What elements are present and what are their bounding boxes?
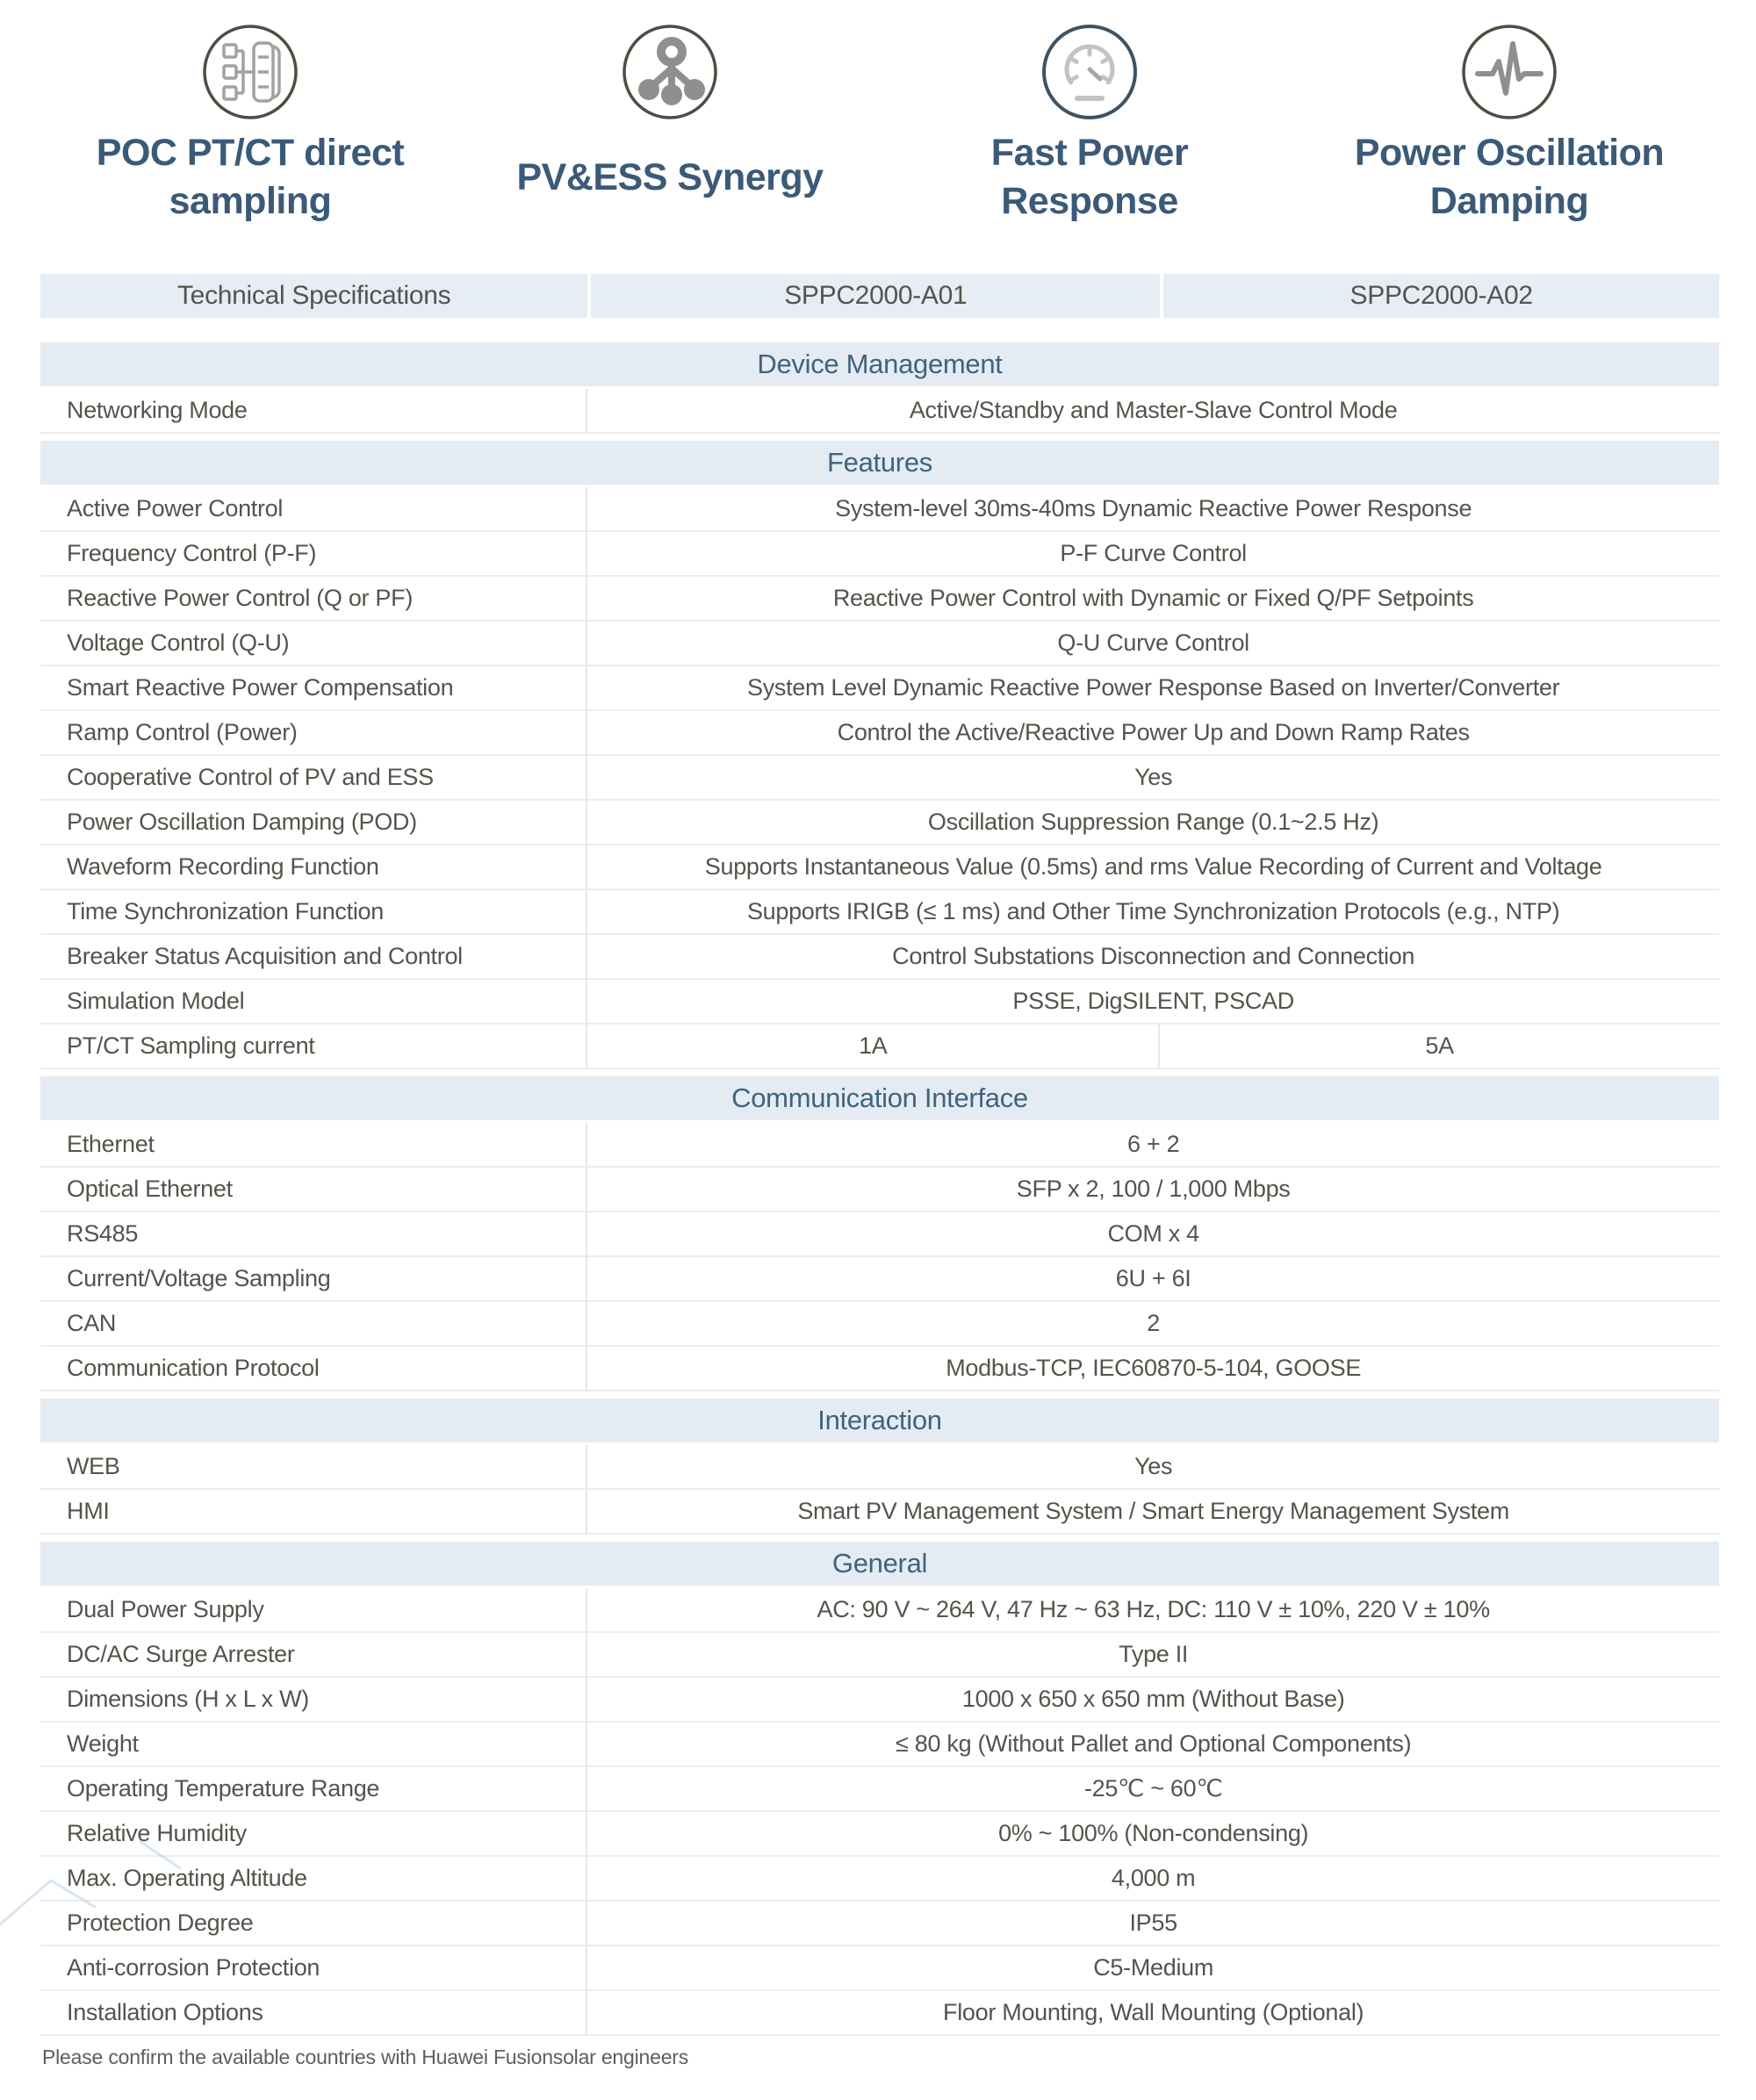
feature-label: PV&ESS Synergy bbox=[516, 155, 824, 198]
spec-row bbox=[40, 389, 1719, 434]
feature-label: Fast Power Response bbox=[990, 132, 1189, 222]
spec-label: Networking Mode bbox=[40, 389, 587, 432]
spec-label: CAN bbox=[40, 1302, 587, 1345]
spec-label: Operating Temperature Range bbox=[40, 1767, 587, 1810]
spec-row bbox=[40, 890, 1719, 935]
spec-label: Communication Protocol bbox=[40, 1347, 587, 1390]
spec-row bbox=[40, 935, 1719, 980]
spec-row bbox=[40, 1490, 1719, 1535]
spec-value-a01: 1A bbox=[587, 1025, 1160, 1068]
spec-value: ≤ 80 kg (Without Pallet and Optional Components) bbox=[896, 1730, 1412, 1757]
spec-value-a02: 5A bbox=[1425, 1032, 1454, 1059]
spec-label: Simulation Model bbox=[40, 980, 587, 1023]
spec-label: Max. Operating Altitude bbox=[40, 1857, 587, 1900]
feature-label-box bbox=[61, 121, 439, 234]
spec-label: Optical Ethernet bbox=[40, 1168, 587, 1211]
spec-row bbox=[40, 801, 1719, 845]
spec-label: Weight bbox=[40, 1722, 587, 1766]
spec-label: HMI bbox=[40, 1490, 587, 1533]
spec-value: Modbus-TCP, IEC60870-5-104, GOOSE bbox=[946, 1355, 1362, 1381]
spec-row bbox=[40, 1257, 1719, 1302]
feature-power-oscillation-damping bbox=[1299, 23, 1719, 234]
spec-row bbox=[40, 1991, 1719, 2036]
feature-label-box bbox=[516, 121, 823, 234]
feature-label: Power Oscillation Damping bbox=[1354, 132, 1665, 222]
spec-label: Frequency Control (P-F) bbox=[40, 532, 587, 575]
spec-row bbox=[40, 845, 1719, 890]
spec-row bbox=[40, 666, 1719, 711]
poc-pt-ct-direct-sampling-icon bbox=[201, 23, 299, 121]
spec-row bbox=[40, 1902, 1719, 1946]
spec-value: PSSE, DigSILENT, PSCAD bbox=[1012, 988, 1294, 1014]
section-header-interaction: Interaction bbox=[40, 1399, 1719, 1442]
spec-row bbox=[40, 1767, 1719, 1812]
spec-row-split bbox=[40, 1025, 1719, 1069]
spec-value: Oscillation Suppression Range (0.1~2.5 Hz) bbox=[927, 809, 1379, 835]
feature-label-box bbox=[901, 121, 1278, 234]
spec-value: Control the Active/Reactive Power Up and Down Ramp Rates bbox=[837, 719, 1470, 745]
fast-power-response-gauge-icon bbox=[1040, 23, 1139, 121]
spec-label: Dual Power Supply bbox=[40, 1588, 587, 1631]
header-model-a01: SPPC2000-A01 bbox=[587, 274, 1160, 318]
spec-value: Control Substations Disconnection and Connection bbox=[892, 943, 1415, 969]
spec-label: Power Oscillation Damping (POD) bbox=[40, 801, 587, 844]
spec-value: 2 bbox=[1147, 1310, 1160, 1336]
spec-row bbox=[40, 577, 1719, 622]
spec-label: Cooperative Control of PV and ESS bbox=[40, 756, 587, 799]
spec-label: Waveform Recording Function bbox=[40, 845, 587, 888]
spec-label: DC/AC Surge Arrester bbox=[40, 1633, 587, 1676]
footnote: Please confirm the available countries with Huawei Fusionsolar engineers bbox=[42, 2046, 689, 2068]
power-oscillation-damping-icon bbox=[1460, 23, 1558, 121]
spec-row bbox=[40, 622, 1719, 666]
spec-row bbox=[40, 1123, 1719, 1168]
spec-row bbox=[40, 756, 1719, 801]
section-header-features: Features bbox=[40, 441, 1719, 485]
feature-pv-ess-synergy bbox=[460, 23, 880, 234]
spec-label: Reactive Power Control (Q or PF) bbox=[40, 577, 587, 620]
header-model-a02: SPPC2000-A02 bbox=[1160, 274, 1719, 318]
section-header-general: General bbox=[40, 1542, 1719, 1586]
spec-row bbox=[40, 1168, 1719, 1212]
spec-value: SFP x 2, 100 / 1,000 Mbps bbox=[1016, 1176, 1291, 1202]
spec-label: Smart Reactive Power Compensation bbox=[40, 666, 587, 709]
spec-value: P-F Curve Control bbox=[1060, 540, 1247, 566]
spec-row bbox=[40, 1347, 1719, 1392]
spec-value: Smart PV Management System / Smart Energy Management System bbox=[797, 1498, 1509, 1524]
spec-label: WEB bbox=[40, 1445, 587, 1488]
spec-label: Relative Humidity bbox=[40, 1812, 587, 1855]
spec-row bbox=[40, 1678, 1719, 1722]
spec-label: Installation Options bbox=[40, 1991, 587, 2034]
spec-table bbox=[40, 274, 1719, 2036]
spec-label: Breaker Status Acquisition and Control bbox=[40, 935, 587, 978]
spec-label: Time Synchronization Function bbox=[40, 890, 587, 933]
spec-value: Type II bbox=[1119, 1641, 1189, 1667]
spec-label: RS485 bbox=[40, 1212, 587, 1255]
spec-label: Anti-corrosion Protection bbox=[40, 1946, 587, 1989]
spec-row bbox=[40, 487, 1719, 532]
spec-value: Floor Mounting, Wall Mounting (Optional) bbox=[943, 1999, 1364, 2025]
spec-value: 0% ~ 100% (Non-condensing) bbox=[998, 1820, 1309, 1846]
spec-value: System Level Dynamic Reactive Power Response Based on Inverter/Converter bbox=[746, 674, 1560, 701]
spec-value: Supports Instantaneous Value (0.5ms) and rms Value Recording of Current and Voltage bbox=[704, 853, 1602, 880]
spec-label: Active Power Control bbox=[40, 487, 587, 530]
spec-row bbox=[40, 1722, 1719, 1767]
spec-label: Protection Degree bbox=[40, 1902, 587, 1945]
section-header-device-management: Device Management bbox=[40, 342, 1719, 386]
spec-value: Supports IRIGB (≤ 1 ms) and Other Time Synchronization Protocols (e.g., NTP) bbox=[746, 898, 1560, 924]
spec-row bbox=[40, 1302, 1719, 1347]
spec-value: Q-U Curve Control bbox=[1057, 629, 1249, 656]
spec-row bbox=[40, 1445, 1719, 1490]
spec-label: Ramp Control (Power) bbox=[40, 711, 587, 754]
pv-ess-synergy-icon bbox=[621, 23, 719, 121]
spec-value: AC: 90 V ~ 264 V, 47 Hz ~ 63 Hz, DC: 110 V ± 10%, 220 V ± 10% bbox=[817, 1596, 1490, 1622]
section-header-communication-interface: Communication Interface bbox=[40, 1076, 1719, 1120]
spec-row bbox=[40, 1212, 1719, 1257]
spec-label: Voltage Control (Q-U) bbox=[40, 622, 587, 665]
spec-row bbox=[40, 711, 1719, 756]
spec-label: Ethernet bbox=[40, 1123, 587, 1166]
spec-row bbox=[40, 1857, 1719, 1902]
table-header-row bbox=[40, 274, 1719, 318]
feature-label-box bbox=[1321, 121, 1698, 234]
feature-strip bbox=[40, 23, 1719, 234]
spec-value: 1000 x 650 x 650 mm (Without Base) bbox=[961, 1686, 1345, 1712]
header-technical-specifications: Technical Specifications bbox=[176, 281, 451, 310]
feature-fast-power-response bbox=[880, 23, 1299, 234]
spec-value: Active/Standby and Master-Slave Control Mode bbox=[909, 397, 1398, 423]
spec-value: 6U + 6I bbox=[1115, 1265, 1191, 1291]
spec-value: Reactive Power Control with Dynamic or Fixed Q/PF Setpoints bbox=[832, 585, 1474, 611]
spec-row bbox=[40, 1633, 1719, 1678]
spec-row bbox=[40, 1588, 1719, 1633]
spec-label: PT/CT Sampling current bbox=[40, 1025, 587, 1068]
spec-value: C5-Medium bbox=[1093, 1954, 1214, 1981]
spec-row bbox=[40, 980, 1719, 1025]
spec-value: COM x 4 bbox=[1107, 1220, 1199, 1247]
spec-value: Yes bbox=[1134, 764, 1173, 790]
spec-value: 6 + 2 bbox=[1126, 1131, 1180, 1157]
spec-row bbox=[40, 1812, 1719, 1857]
spec-value: -25℃ ~ 60℃ bbox=[1083, 1775, 1223, 1802]
spec-value: Yes bbox=[1134, 1453, 1173, 1479]
spec-value: IP55 bbox=[1129, 1909, 1177, 1936]
spec-value: System-level 30ms-40ms Dynamic Reactive Power Response bbox=[835, 495, 1472, 521]
spec-row bbox=[40, 532, 1719, 577]
feature-label: POC PT/CT direct sampling bbox=[96, 132, 405, 222]
spec-row bbox=[40, 1946, 1719, 1991]
spec-label: Current/Voltage Sampling bbox=[40, 1257, 587, 1300]
spec-label: Dimensions (H x L x W) bbox=[40, 1678, 587, 1721]
spec-value: 4,000 m bbox=[1111, 1865, 1196, 1891]
feature-poc-sampling bbox=[40, 23, 460, 234]
